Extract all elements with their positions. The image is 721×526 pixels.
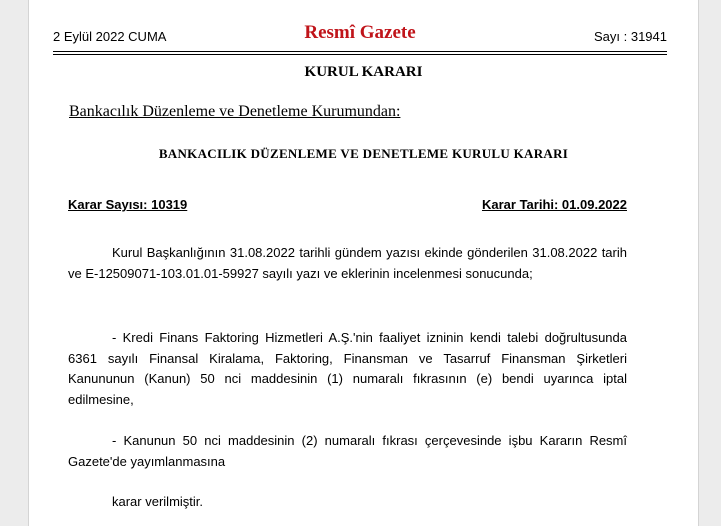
gazette-title: Resmî Gazete [304, 22, 416, 43]
decision-title: BANKACILIK DÜZENLEME VE DENETLEME KURULU KARARI [158, 146, 569, 161]
institution-name: Bankacılık Düzenleme ve Denetleme Kurumundan: [69, 103, 401, 120]
paragraph-conclusion: karar verilmiştir. [112, 494, 204, 509]
decision-reference-row [68, 197, 627, 217]
paragraph-preamble: Kurul Başkanlığının 31.08.2022 tarihli gündem yazısı ekinde gönderilen 31.08.2022 tarih ve E-12509071-103.01.01-59927 sayılı yazı ve eklerinin incelenmesi sonucunda; [68, 245, 627, 281]
header-divider [53, 51, 667, 55]
issue-number: Sayı : 31941 [594, 29, 667, 44]
paragraph-publication: - Kanunun 50 nci maddesinin (2) numaralı fıkrası çerçevesinde işbu Kararın Resmî Gazete'de yayımlanmasına [68, 433, 627, 469]
decision-date: Karar Tarihi: 01.09.2022 [481, 197, 627, 212]
paragraph-revocation: - Kredi Finans Faktoring Hizmetleri A.Ş.'nin faaliyet izninin kendi talebi doğrultusunda 6361 sayılı Finansal Kiralama, Faktoring, Finansman ve Tasarruf Finansman Şirketleri Kanununun (Kanun) 50 nci maddesinin (1) numaralı fıkrasının (e) bendi uyarınca iptal edilmesine, [68, 330, 627, 407]
issue-date: 2 Eylül 2022 CUMA [53, 29, 167, 44]
decision-number: Karar Sayısı: 10319 [68, 197, 188, 212]
gazette-header [53, 13, 667, 55]
section-heading: KURUL KARARI [304, 64, 423, 80]
document-page [28, 0, 699, 526]
